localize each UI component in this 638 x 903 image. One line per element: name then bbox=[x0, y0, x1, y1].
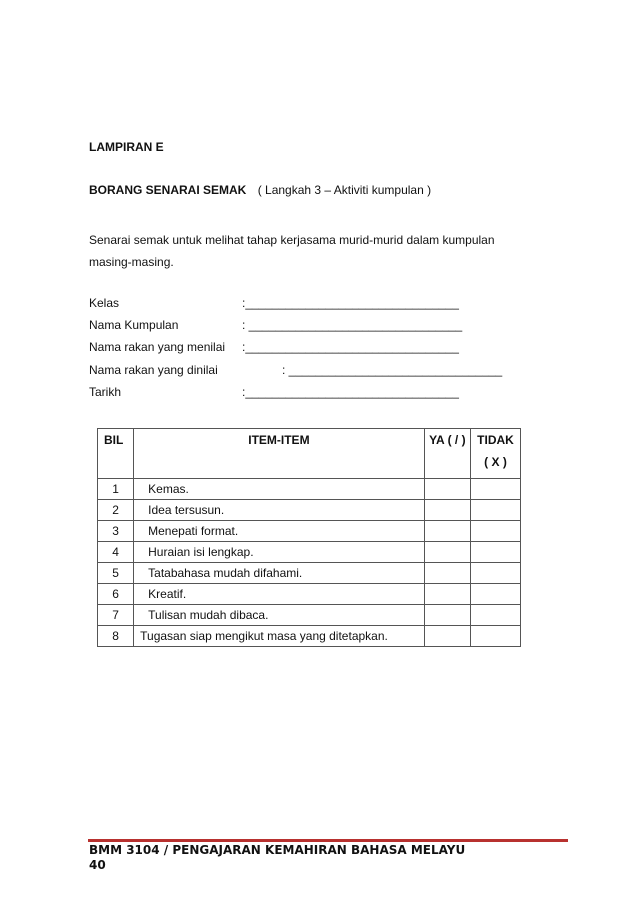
field-label-kumpulan: Nama Kumpulan bbox=[89, 318, 179, 332]
row-number: 8 bbox=[98, 626, 134, 647]
row-item: Tugasan siap mengikut masa yang ditetapkan. bbox=[134, 626, 425, 647]
checkbox-tidak[interactable] bbox=[471, 584, 521, 605]
row-item: Tatabahasa mudah difahami. bbox=[134, 563, 425, 584]
table-row bbox=[98, 584, 521, 605]
description-line-1: Senarai semak untuk melihat tahap kerjasama murid-murid dalam kumpulan bbox=[89, 233, 495, 247]
checkbox-ya[interactable] bbox=[424, 479, 470, 500]
checkbox-tidak[interactable] bbox=[471, 500, 521, 521]
form-subtitle: ( Langkah 3 – Aktiviti kumpulan ) bbox=[257, 183, 432, 197]
field-label-rakan-menilai: Nama rakan yang menilai bbox=[89, 340, 226, 354]
row-item: Huraian isi lengkap. bbox=[134, 542, 425, 563]
row-number: 5 bbox=[98, 563, 134, 584]
header-ya: YA ( / ) bbox=[424, 429, 470, 479]
field-label-tarikh: Tarikh bbox=[89, 385, 122, 399]
checkbox-ya[interactable] bbox=[424, 584, 470, 605]
header-item: ITEM-ITEM bbox=[134, 429, 425, 479]
checkbox-ya[interactable] bbox=[424, 605, 470, 626]
checkbox-tidak[interactable] bbox=[471, 626, 521, 647]
table-row bbox=[98, 542, 521, 563]
checkbox-tidak[interactable] bbox=[471, 542, 521, 563]
table-row bbox=[98, 500, 521, 521]
row-item: Kemas. bbox=[134, 479, 425, 500]
checkbox-ya[interactable] bbox=[424, 542, 470, 563]
field-blank-rakan-menilai[interactable]: :________________________________ bbox=[242, 340, 459, 354]
checklist-table bbox=[97, 428, 521, 647]
checkbox-ya[interactable] bbox=[424, 626, 470, 647]
description-line-2: masing-masing. bbox=[89, 255, 174, 269]
field-blank-kumpulan[interactable]: : ________________________________ bbox=[242, 318, 463, 332]
header-bil: BIL bbox=[98, 429, 134, 479]
field-blank-kelas[interactable]: :________________________________ bbox=[242, 296, 459, 310]
row-item: Idea tersusun. bbox=[134, 500, 425, 521]
table-row bbox=[98, 479, 521, 500]
header-tidak-line1: TIDAK bbox=[477, 433, 514, 447]
table-row bbox=[98, 563, 521, 584]
row-number: 3 bbox=[98, 521, 134, 542]
footer-divider bbox=[88, 839, 568, 842]
row-item: Menepati format. bbox=[134, 521, 425, 542]
checkbox-ya[interactable] bbox=[424, 563, 470, 584]
form-heading bbox=[89, 183, 431, 197]
row-number: 6 bbox=[98, 584, 134, 605]
checkbox-tidak[interactable] bbox=[471, 563, 521, 584]
row-number: 2 bbox=[98, 500, 134, 521]
footer-page-number: 40 bbox=[89, 858, 106, 872]
field-label-kelas: Kelas bbox=[89, 296, 120, 310]
table-row bbox=[98, 521, 521, 542]
field-blank-rakan-dinilai[interactable]: : ________________________________ bbox=[282, 363, 503, 377]
field-label-rakan-dinilai: Nama rakan yang dinilai bbox=[89, 363, 218, 377]
checkbox-tidak[interactable] bbox=[471, 605, 521, 626]
checkbox-tidak[interactable] bbox=[471, 521, 521, 542]
table-row bbox=[98, 626, 521, 647]
row-item: Tulisan mudah dibaca. bbox=[134, 605, 425, 626]
table-row bbox=[98, 605, 521, 626]
header-tidak bbox=[471, 429, 521, 479]
row-number: 1 bbox=[98, 479, 134, 500]
form-title: BORANG SENARAI SEMAK bbox=[89, 183, 247, 197]
row-item: Kreatif. bbox=[134, 584, 425, 605]
field-blank-tarikh[interactable]: :________________________________ bbox=[242, 385, 459, 399]
header-tidak-line2: ( X ) bbox=[484, 455, 507, 469]
table-header-row bbox=[98, 429, 521, 479]
row-number: 4 bbox=[98, 542, 134, 563]
row-number: 7 bbox=[98, 605, 134, 626]
checkbox-ya[interactable] bbox=[424, 521, 470, 542]
footer-course: BMM 3104 / PENGAJARAN KEMAHIRAN BAHASA MELAYU bbox=[89, 843, 466, 857]
appendix-title: LAMPIRAN E bbox=[89, 140, 164, 154]
checkbox-ya[interactable] bbox=[424, 500, 470, 521]
checkbox-tidak[interactable] bbox=[471, 479, 521, 500]
